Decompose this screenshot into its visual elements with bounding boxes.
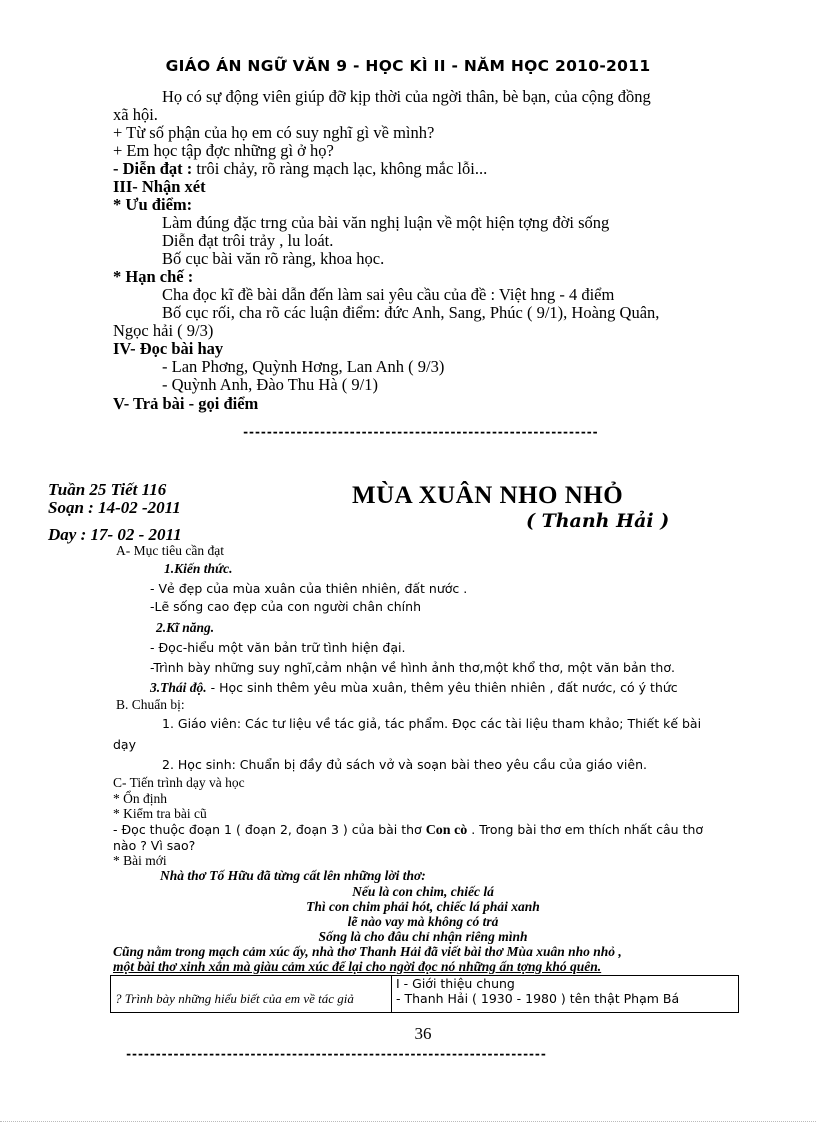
- page-edge-divider: [0, 1121, 816, 1122]
- list-item: -Lẽ sống cao đẹp của con người chân chính: [150, 599, 421, 614]
- poem-name: Con cò: [425, 823, 468, 838]
- section-heading-tra-bai: V- Trả bài - gọi điểm: [113, 394, 259, 413]
- poem-line: Sống là cho đâu chỉ nhận riêng mình: [318, 929, 528, 944]
- list-item: - Đọc-hiểu một văn bản trữ tình hiện đại.: [150, 640, 406, 655]
- student-prep-line: 2. Học sinh: Chuẩn bị đầy đủ sách vở và soạn bài theo yêu cầu của giáo viên.: [162, 757, 647, 772]
- list-item: - Vẻ đẹp của mùa xuân của thiên nhiên, đất nước .: [150, 581, 468, 596]
- thai-do-line: [150, 679, 678, 697]
- dien-dat-text: trôi chảy, rõ ràng mạch lạc, không mắc lỗi...: [192, 159, 488, 178]
- dien-dat-label: - Diễn đạt :: [113, 159, 193, 178]
- list-item: Bố cục rối, cha rõ các luận điểm: đức Anh, Sang, Phúc ( 9/1), Hoàng Quân,: [162, 303, 660, 322]
- table-cell-content: [392, 976, 739, 1013]
- process-heading: C- Tiến trình dạy và học: [113, 775, 245, 790]
- list-item: Cha đọc kĩ đề bài dẫn đến làm sai yêu cầu của đề : Việt hng - 4 điểm: [162, 285, 615, 304]
- separator-line: ------------------------------------------------------------: [242, 425, 598, 439]
- poem-line: lẽ nào vay mà không có trả: [347, 914, 499, 929]
- subheading-han-che: * Hạn chế :: [113, 267, 194, 286]
- closing-line: một bài thơ xinh xắn mà giàu cảm xúc để lại cho ngời đọc nó những ấn tợng khó quên.: [113, 959, 602, 974]
- objectives-heading: A- Mục tiêu cần đạt: [116, 543, 224, 558]
- poem-line: Thì con chim phải hót, chiếc lá phải xanh: [306, 899, 540, 914]
- dien-dat-line: [113, 160, 487, 178]
- section-heading-doc-bai-hay: IV- Đọc bài hay: [113, 339, 224, 358]
- paragraph-line: xã hội.: [113, 105, 158, 124]
- soan-date: Soạn : 14-02 -2011: [48, 498, 181, 517]
- thai-do-text: - Học sinh thêm yêu mùa xuân, thêm yêu thiên nhiên , đất nước, có ý thức: [206, 680, 678, 695]
- list-item: Bố cục bài văn rõ ràng, khoa học.: [162, 249, 385, 268]
- question-line: + Từ số phận của họ em có suy nghĩ gì về mình?: [113, 123, 435, 142]
- footer-separator: -----------------------------------------------------------------------: [125, 1047, 546, 1061]
- closing-line: Cũng nằm trong mạch cảm xúc ấy, nhà thơ Thanh Hải đã viết bài thơ Mùa xuân nho nhỏ ,: [113, 944, 622, 959]
- kiem-tra-label: * Kiểm tra bài cũ: [113, 806, 207, 821]
- content-heading: I - Giới thiệu chung: [396, 976, 515, 991]
- paragraph-line: Họ có sự động viên giúp đỡ kịp thời của ngời thân, bè bạn, của cộng đồng: [162, 87, 651, 106]
- lesson-author: ( Thanh Hải ): [526, 510, 670, 532]
- table-row: [111, 976, 739, 1013]
- list-item: - Quỳnh Anh, Đào Thu Hà ( 9/1): [162, 375, 378, 394]
- thai-do-heading: 3.Thái độ.: [150, 680, 207, 695]
- section-heading-nhan-xet: III- Nhận xét: [113, 177, 206, 196]
- kiem-tra-question-line2: nào ? Vì sao?: [113, 838, 196, 853]
- question-text: . Trong bài thơ em thích nhất câu thơ: [467, 822, 704, 837]
- page-header-title: GIÁO ÁN NGỮ VĂN 9 - HỌC KÌ II - NĂM HỌC 2010-2011: [165, 57, 651, 75]
- list-item: -Trình bày những suy nghĩ,cảm nhận về hình ảnh thơ,một khổ thơ, một văn bản thơ.: [150, 660, 675, 675]
- kien-thuc-heading: 1.Kiến thức.: [164, 561, 233, 576]
- list-item: Diễn đạt trôi trảy , lu loát.: [162, 231, 334, 250]
- teacher-prep-line: dạy: [113, 737, 136, 752]
- preparation-heading: B. Chuẩn bị:: [116, 697, 185, 712]
- on-dinh-label: * Ổn định: [113, 791, 167, 806]
- list-item: Ngọc hải ( 9/3): [113, 321, 214, 340]
- ki-nang-heading: 2.Kĩ năng.: [156, 620, 215, 635]
- page-number: 36: [414, 1024, 432, 1043]
- table-cell-question: [111, 976, 392, 1013]
- poem-line: Nếu là con chim, chiếc lá: [352, 884, 494, 899]
- intro-line: Nhà thơ Tố Hữu đã từng cất lên những lời thơ:: [160, 868, 426, 883]
- question-text: - Đọc thuộc đoạn 1 ( đoạn 2, đoạn 3 ) của bài thơ: [113, 822, 426, 837]
- list-item: - Lan Phơng, Quỳnh Hơng, Lan Anh ( 9/3): [162, 357, 445, 376]
- lesson-table: [110, 975, 739, 1013]
- lesson-title: MÙA XUÂN NHO NHỎ: [352, 482, 624, 509]
- subheading-uu-diem: * Ưu điểm:: [113, 195, 193, 214]
- day-date: Day : 17- 02 - 2011: [48, 525, 182, 544]
- bai-moi-label: * Bài mới: [113, 853, 167, 868]
- teacher-prep-line: 1. Giáo viên: Các tư liệu về tác giả, tác phẩm. Đọc các tài liệu tham khảo; Thiết kế bài: [162, 716, 702, 731]
- week-label: Tuần 25 Tiết 116: [48, 480, 167, 499]
- list-item: Làm đúng đặc trng của bài văn nghị luận về một hiện tợng đời sống: [162, 213, 610, 232]
- question-text: ? Trình bày những hiểu biết của em về tác giả: [115, 991, 354, 1006]
- content-text: - Thanh Hải ( 1930 - 1980 ) tên thật Phạm Bá: [396, 991, 680, 1006]
- kiem-tra-question: [113, 822, 703, 839]
- question-line: + Em học tập đợc những gì ở họ?: [113, 141, 334, 160]
